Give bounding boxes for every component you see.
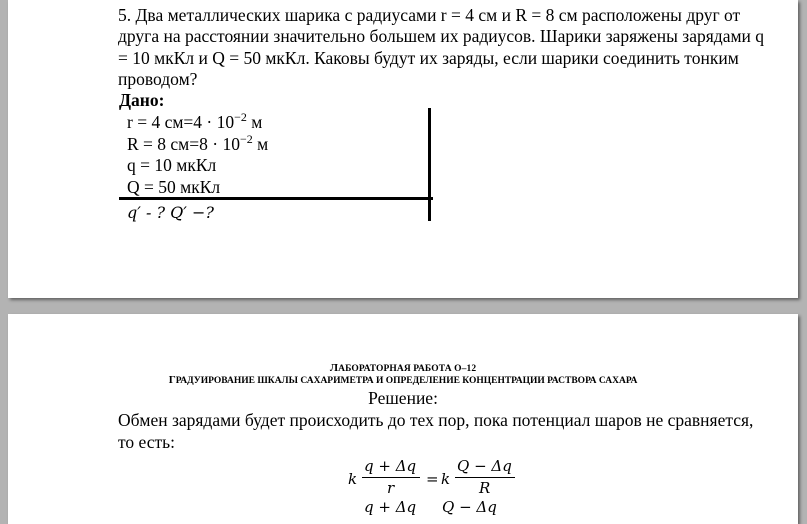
equation-numerator-left: q + Δq: [364, 457, 417, 475]
given-r-value: r = 4 см=4 · 10: [127, 112, 235, 132]
equation-k-left: k: [348, 470, 358, 488]
equation-fraction-bar-left: [362, 477, 420, 478]
equation-fraction-bar-right: [455, 477, 515, 478]
given-R-unit: м: [252, 133, 269, 154]
equation-denominator-right: R: [479, 479, 491, 497]
lab-subtitle-rest: РАДУИРОВАНИЕ ШКАЛЫ САХАРИМЕТРА И ОПРЕДЕЛЕНИЕ КОНЦЕНТРАЦИИ РАСТВОРА САХАРА: [175, 376, 638, 386]
given-horizontal-divider: [119, 197, 433, 200]
equation-denominator-left: r: [387, 479, 395, 497]
equation-numerator-right: Q − Δq: [457, 457, 512, 475]
given-r-unit: м: [246, 112, 263, 132]
second-equation-right: Q − Δq: [442, 498, 497, 516]
given-R-value: R = 8 см=8 · 10: [127, 133, 240, 154]
page-upper: [8, 0, 798, 298]
problem-statement: 5. Два металлических шарика с радиусами r = 4 см и R = 8 см расположены друг от друга на расстоянии значительно большем их радиусов. Шарики заряжены зарядами q = 10 мкКл и Q = 50 мкКл. Каковы будут их заряды, если шарики соединить тонким проводом?: [118, 5, 765, 90]
lab-title: [8, 362, 798, 374]
given-heading: Дано:: [119, 90, 165, 110]
lab-subtitle: [8, 374, 798, 386]
solution-text: Обмен зарядами будет происходить до тех пор, пока потенциал шаров не сравняется, то есть:: [118, 410, 754, 452]
page-lower: [8, 314, 798, 524]
find-line: q′ - ? Q′ −?: [127, 203, 214, 222]
given-R-exponent: −2: [239, 131, 253, 146]
lab-title-initial: Л: [329, 362, 339, 374]
solution-heading: Решение:: [368, 388, 438, 408]
given-vertical-divider: [428, 108, 431, 221]
equation-k-right: k: [441, 470, 451, 488]
given-q-line: q = 10 мкКл: [127, 155, 217, 176]
given-r-line: [127, 112, 268, 134]
lab-title-rest: АБОРАТОРНАЯ РАБОТА О–12: [338, 364, 477, 374]
lab-subtitle-initial: Г: [168, 374, 176, 386]
given-list: [127, 112, 268, 199]
equation-equals: =: [426, 470, 439, 488]
second-equation-left: q + Δq: [364, 498, 417, 516]
given-r-exponent: −2: [234, 110, 247, 124]
given-R-line: [127, 131, 269, 156]
given-Q-line: Q = 50 мкКл: [127, 177, 221, 198]
